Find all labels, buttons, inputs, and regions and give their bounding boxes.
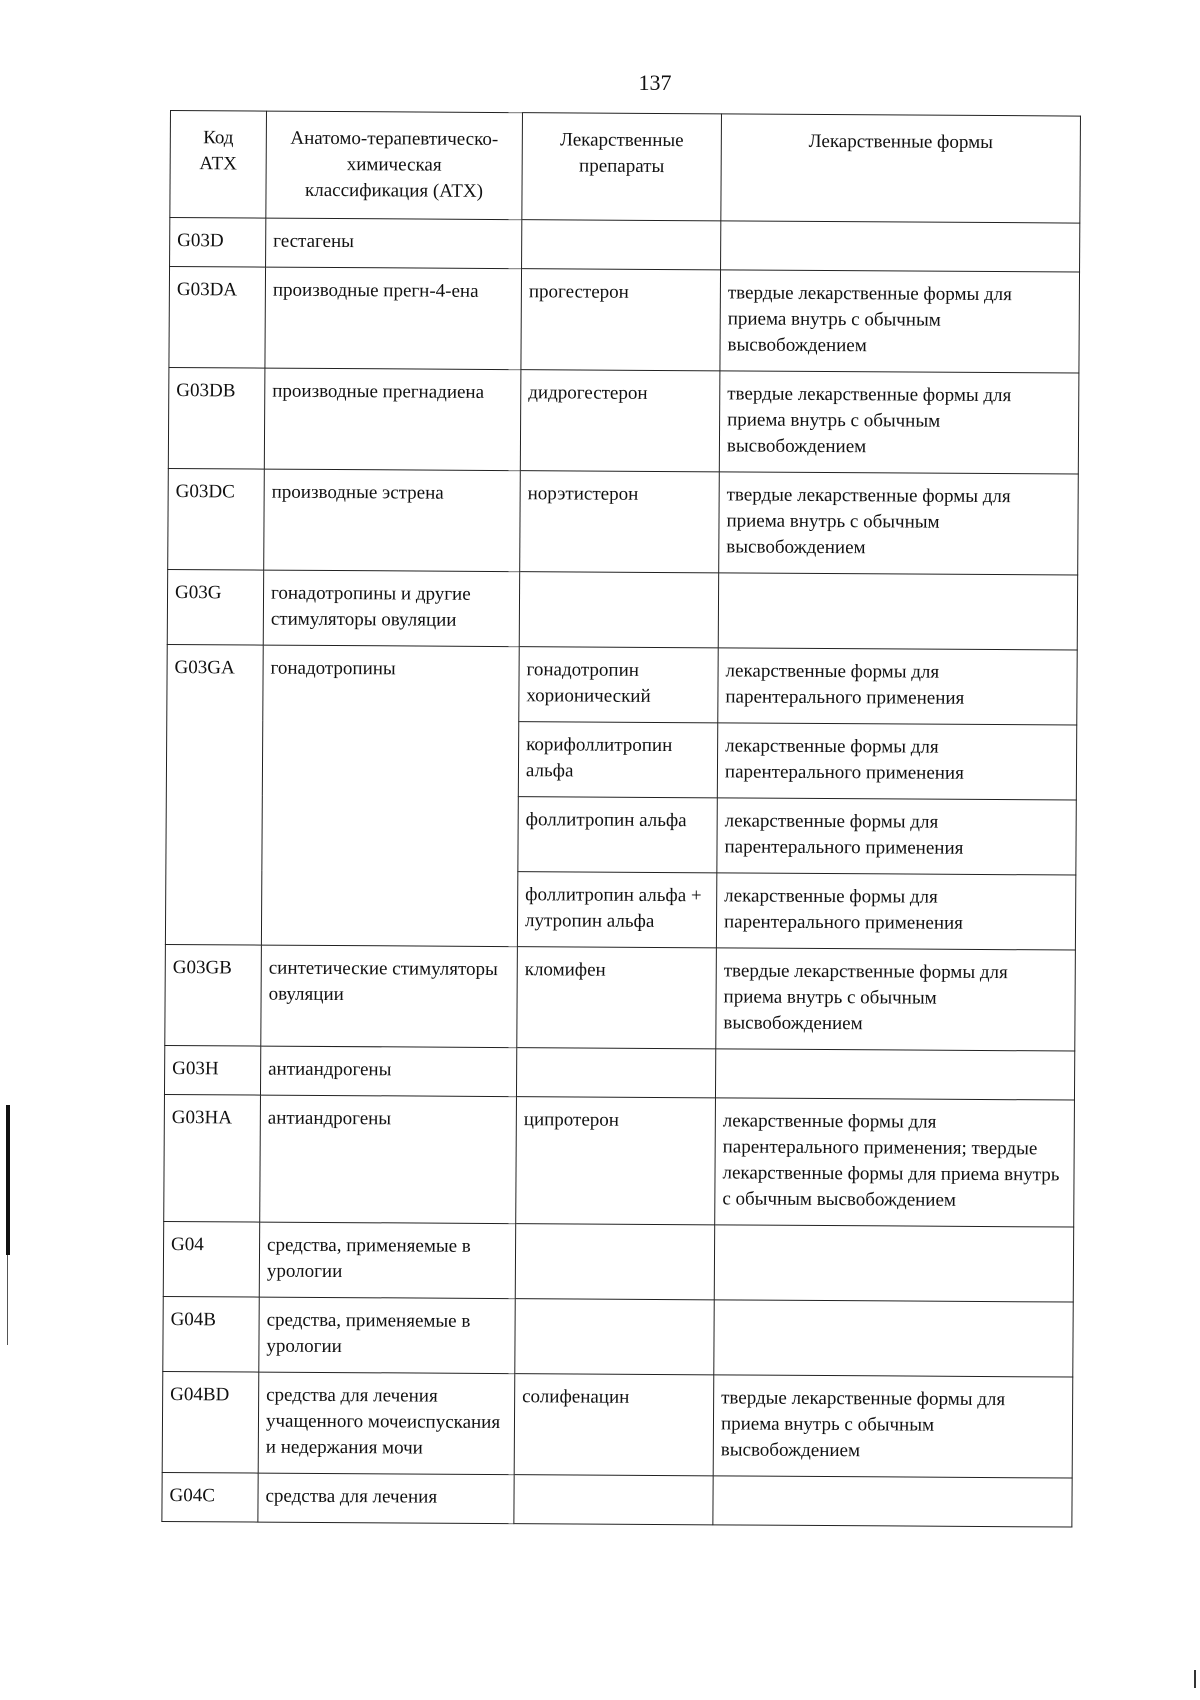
header-row: [170, 111, 1081, 224]
drug-name-cell: дидрогестерон: [520, 370, 720, 472]
table-row: [170, 218, 1080, 273]
atx-code-cell: G04BD: [162, 1371, 259, 1473]
drug-name-cell: гонадотропин хорионический: [519, 647, 718, 723]
drug-form-cell: [714, 1300, 1073, 1377]
header-forms: Лекарственные формы: [721, 114, 1081, 223]
atx-code-cell: G03HA: [164, 1094, 261, 1222]
table-row: [167, 644, 1077, 725]
header-drugs: Лекарственные препараты: [522, 113, 722, 221]
atx-classification-cell: гонадотропины: [261, 645, 519, 947]
atx-code-cell: G04C: [162, 1472, 258, 1522]
drug-name-cell: прогестерон: [521, 269, 721, 371]
drug-name-cell: норэтистерон: [520, 471, 720, 573]
drug-name-cell: [516, 1048, 715, 1098]
atx-classification-cell: средства для лечения учащенного мочеиспускания и недержания мочи: [258, 1372, 515, 1475]
drug-form-cell: лекарственные формы для парентерального применения: [717, 798, 1076, 875]
atx-classification-cell: производные прегнадиена: [264, 368, 521, 471]
drug-form-cell: лекарственные формы для парентерального применения; твердые лекарственные формы для приема внутрь с обычным высвобождением: [715, 1098, 1075, 1227]
drug-form-cell: твердые лекарственные формы для приема внутрь с обычным высвобождением: [713, 1375, 1073, 1478]
drug-name-cell: фоллитропин альфа: [518, 797, 717, 873]
atx-classification-cell: синтетические стимуляторы овуляции: [261, 945, 518, 1048]
table-row: [162, 1472, 1072, 1527]
atx-code-cell: G03DA: [169, 267, 266, 369]
atx-code-cell: G03G: [167, 569, 263, 645]
margin-mark: [6, 1105, 10, 1255]
page-number: 137: [638, 70, 672, 95]
drug-name-cell: солифенацин: [514, 1374, 714, 1476]
drug-form-cell: [713, 1476, 1072, 1527]
table-row: [165, 944, 1076, 1051]
drug-form-cell: [714, 1225, 1073, 1302]
atx-code-cell: G03GB: [165, 944, 262, 1046]
drug-name-cell: [522, 220, 721, 270]
atx-code-cell: G03D: [170, 218, 266, 268]
table-row: [167, 569, 1077, 650]
drug-form-cell: [718, 573, 1077, 650]
drug-form-cell: лекарственные формы для парентерального применения: [718, 648, 1077, 725]
table-row: [169, 267, 1080, 374]
drug-form-cell: лекарственные формы для парентерального применения: [716, 873, 1075, 950]
atx-classification-cell: антиандрогены: [260, 1046, 516, 1097]
table-row: [163, 1221, 1073, 1302]
atx-classification-cell: производные эстрена: [264, 469, 521, 572]
atx-table: [161, 110, 1081, 1528]
table-row: [162, 1371, 1073, 1478]
drug-form-cell: [721, 221, 1080, 272]
drug-form-cell: твердые лекарственные формы для приема внутрь с обычным высвобождением: [720, 270, 1080, 373]
atx-classification-cell: производные прегн-4-ена: [265, 267, 522, 370]
drug-name-cell: [515, 1299, 714, 1375]
drug-name-cell: кломифен: [517, 947, 717, 1049]
atx-classification-cell: средства для лечения: [258, 1473, 514, 1524]
table-row: [164, 1045, 1074, 1100]
drug-form-cell: твердые лекарственные формы для приема внутрь с обычным высвобождением: [719, 371, 1079, 474]
atx-classification-cell: средства, применяемые в урологии: [259, 1222, 515, 1299]
atx-classification-cell: антиандрогены: [260, 1095, 517, 1224]
drug-form-cell: [715, 1049, 1074, 1100]
atx-code-cell: G04: [163, 1221, 259, 1297]
margin-mark-thin: [7, 1255, 8, 1345]
table-row: [163, 1296, 1073, 1377]
edge-mark: [1194, 1670, 1196, 1688]
atx-classification-cell: гонадотропины и другие стимуляторы овуляции: [263, 570, 519, 647]
table-row: [164, 1094, 1075, 1227]
atx-code-cell: G03H: [164, 1045, 260, 1095]
drug-name-cell: [519, 572, 718, 648]
table-row: [168, 367, 1079, 474]
drug-name-cell: фоллитропин альфа + лутропин альфа: [517, 872, 716, 948]
atx-classification-cell: средства, применяемые в урологии: [259, 1297, 515, 1374]
drug-name-cell: ципротерон: [516, 1097, 716, 1225]
atx-code-cell: G03DB: [168, 367, 265, 469]
drug-form-cell: твердые лекарственные формы для приема внутрь с обычным высвобождением: [719, 472, 1079, 575]
header-code: Код АТХ: [170, 111, 267, 219]
atx-code-cell: G04B: [163, 1296, 259, 1372]
drug-name-cell: корифоллитропин альфа: [518, 722, 717, 798]
table-row: [168, 468, 1079, 575]
atx-classification-cell: гестагены: [266, 218, 522, 269]
drug-form-cell: твердые лекарственные формы для приема внутрь с обычным высвобождением: [716, 948, 1076, 1051]
drug-name-cell: [514, 1475, 713, 1525]
atx-code-cell: G03DC: [168, 468, 265, 570]
header-classification: Анатомо-терапевтическо-химическая классификация (АТХ): [266, 111, 523, 220]
atx-code-cell: G03GA: [165, 644, 263, 945]
drug-form-cell: лекарственные формы для парентерального применения: [717, 723, 1076, 800]
drug-name-cell: [515, 1224, 714, 1300]
